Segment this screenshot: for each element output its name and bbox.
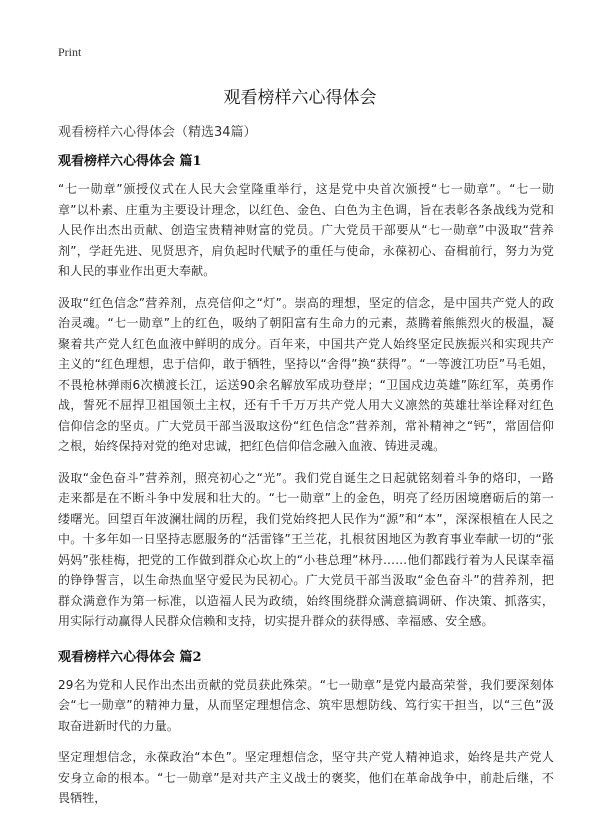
section-heading: 观看榜样六心得体会 篇2 bbox=[58, 649, 202, 665]
paragraph: 坚定理想信念，永葆政治“本色”。坚定理想信念，坚守共产党人精神追求，始终是共产党人安身立命的根本。“七一勋章”是对共产主义战士的褒奖，他们在革命战争中，前赴后继，不畏牺牲， bbox=[58, 750, 554, 805]
document-subtitle: 观看榜样六心得体会（精选34篇） bbox=[58, 125, 257, 140]
section-2 bbox=[58, 646, 554, 809]
paragraph: 汲取“红色信念”营养剂，点亮信仰之“灯”。崇高的理想，坚定的信念，是中国共产党人的政治灵魂。“七一勋章”上的红色，吸纳了朝阳富有生命力的元素，蒸腾着熊熊烈火的极温，凝聚着共产党人红色血液中鲜明的成分。百年来，中国共产党人始终坚定民族振兴和实现共产主义的“红色理想，忠于信仰，敢于牺牲，坚持以“舍得”换“获得”。“一等渡江功臣”马毛姐，不畏枪林弹雨6次横渡长江，运送90余名解放军成功登岸；“卫国戍边英雄”陈红军，英勇作战，誓死不屈捍卫祖国领土主权，还有千千万万共产党人用大义凛然的英雄壮举诠释对红色信仰信念的坚贞。广大党员干部当汲取这份“红色信念”营养剂，常补精神之“钙”，常固信仰之根，始终保持对党的绝对忠诚，把红色信仰信念融入血液、铸进灵魂。 bbox=[58, 295, 554, 453]
paragraph: 29名为党和人民作出杰出贡献的党员获此殊荣。“七一勋章”是党内最高荣誉，我们要深刻体会“七一勋章”的精神力量，从而坚定理想信念、筑牢思想防线、笃行实干担当，以“三色”汲取奋进新时代的力量。 bbox=[58, 677, 554, 733]
section-heading: 观看榜样六心得体会 篇1 bbox=[58, 154, 202, 169]
paragraph: 汲取“金色奋斗”营养剂，照亮初心之“光”。我们党自诞生之日起就铭刻着斗争的烙印，一路走来都是在不断斗争中发展和壮大的。“七一勋章”上的金色，明亮了经历困境磨砺后的第一缕曙光。回望百年波澜壮阔的历程，我们党始终把人民作为“源”和“本”，深深根植在人民之中。十多年如一日坚持志愿服务的“活雷锋”王兰花，扎根贫困地区为教育事业奉献一切的“张妈妈”张桂梅，把党的工作做到群众心坎上的“小巷总理”林丹……他们都践行着为人民谋幸福的铮铮誓言，以生命热血坚守爱民为民初心。广大党员干部当汲取“金色奋斗”的营养剂，把群众满意作为第一标准，以造福人民为政绩，始终围绕群众满意搞调研、作决策、抓落实，用实际行动赢得人民群众信赖和支持，切实提升群众的获得感、幸福感、安全感。 bbox=[58, 470, 554, 628]
paragraph: “七一勋章”颁授仪式在人民大会堂隆重举行，这是党中央首次颁授“七一勋章”。“七一勋章”以朴素、庄重为主要设计理念，以红色、金色、白色为主色调，旨在表彰各条战线为党和人民作出杰出贡献、创造宝贵精神财富的党员。广大党员干部要从“七一勋章”中汲取“营养剂”，学赶先进、见贤思齐，肩负起时代赋予的重任与使命，永葆初心、奋楫前行，努力为党和人民的事业作出更大奉献。 bbox=[58, 182, 554, 278]
print-link[interactable]: Print bbox=[58, 45, 82, 59]
article-body bbox=[58, 150, 554, 823]
page-title: 观看榜样六心得体会 bbox=[223, 88, 377, 108]
section-1 bbox=[58, 150, 554, 632]
